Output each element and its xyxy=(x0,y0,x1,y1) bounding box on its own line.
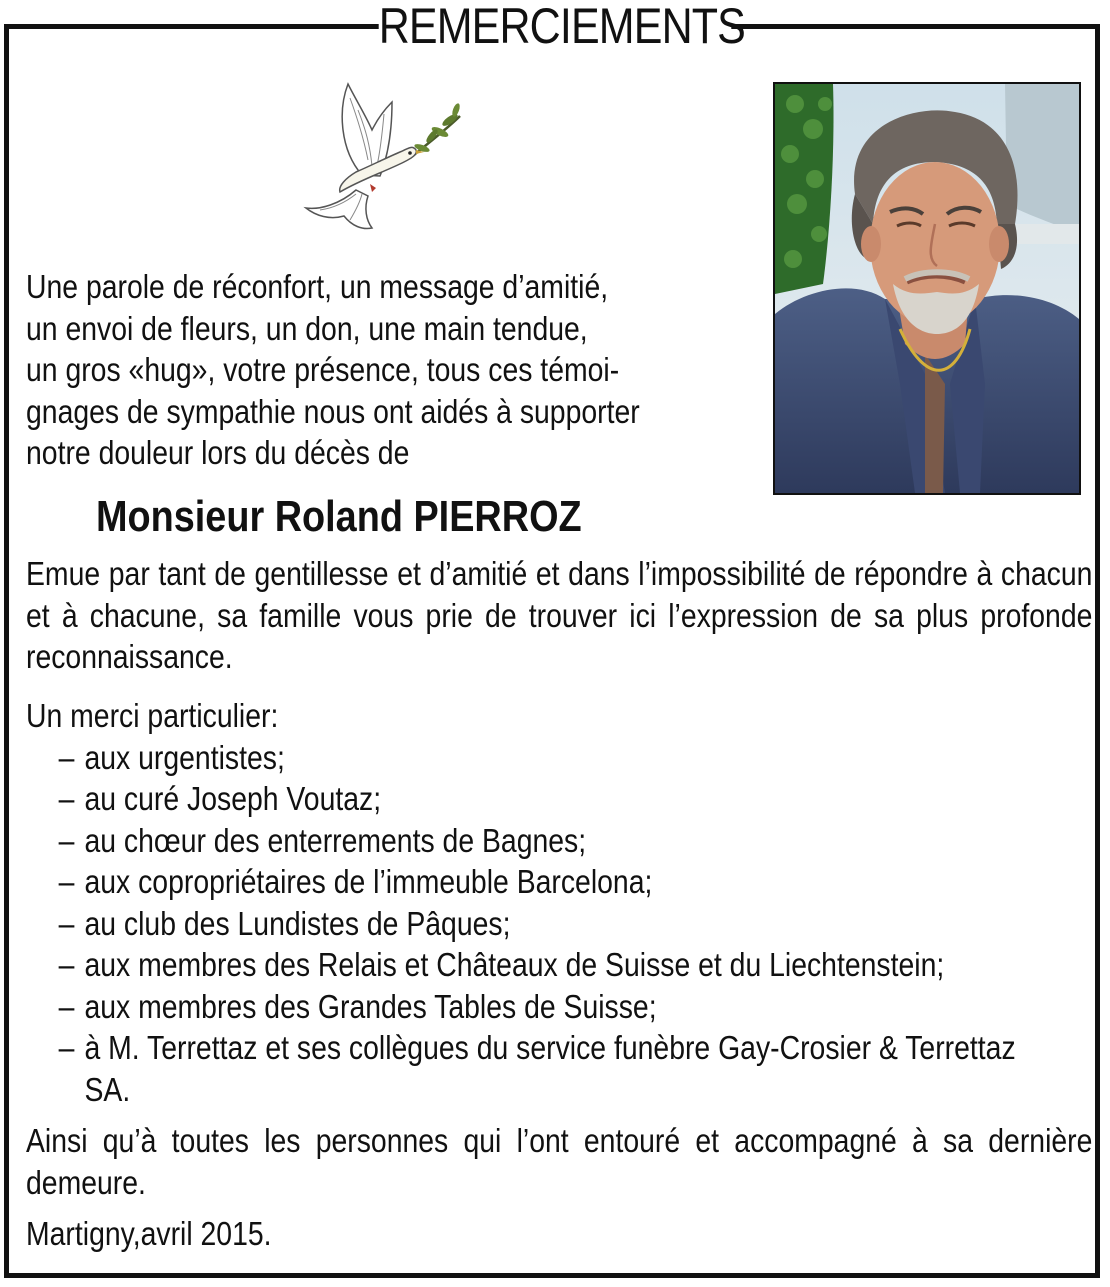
intro-line: un envoi de fleurs, un don, une main tendue, xyxy=(26,309,588,347)
list-item: – à M. Terrettaz et ses collègues du service funèbre Gay-Crosier & Terrettaz SA. xyxy=(59,1027,1057,1110)
intro-line: gnages de sympathie nous ont aidés à supporter xyxy=(26,392,640,430)
family-message: Emue par tant de gentillesse et d’amitié et dans l’impossibilité de répondre à chacun et à chacune, sa famille vous prie de trouver ici l’expression de sa plus profonde reconnaissance. xyxy=(26,555,1093,675)
intro-line: notre douleur lors du décès de xyxy=(26,434,410,471)
portrait-photo xyxy=(773,82,1081,495)
portrait-image xyxy=(775,84,1079,493)
intro-line: Une parole de réconfort, un message d’amitié, xyxy=(26,268,609,305)
thanks-list xyxy=(26,737,1092,1111)
deceased-name: Monsieur Roland PIERROZ xyxy=(96,492,582,541)
list-item: – au curé Joseph Voutaz; xyxy=(59,778,1093,820)
list-item: – aux copropriétaires de l’immeuble Barcelona; xyxy=(59,861,1093,903)
list-item: – aux membres des Relais et Châteaux de Suisse et du Liechtenstein; xyxy=(59,944,1093,986)
thanks-heading: Un merci particulier: xyxy=(26,697,279,734)
list-item: – au club des Lundistes de Pâques; xyxy=(59,903,1093,945)
thanks-section xyxy=(26,695,1092,1110)
list-item: – aux membres des Grandes Tables de Suisse; xyxy=(59,986,1093,1028)
list-item: – aux urgentistes; xyxy=(59,737,1093,779)
intro-text xyxy=(26,266,645,474)
place-date: Martigny,avril 2015. xyxy=(26,1215,272,1252)
dove-icon xyxy=(300,80,465,235)
notice-title: REMERCIEMENTS xyxy=(379,0,732,56)
intro-line: un gros «hug», votre présence, tous ces témoi- xyxy=(26,351,620,388)
closing-text: Ainsi qu’à toutes les personnes qui l’ont entouré et accompagné à sa dernière demeure. xyxy=(26,1122,1093,1201)
list-item: – au chœur des enterrements de Bagnes; xyxy=(59,820,1093,862)
